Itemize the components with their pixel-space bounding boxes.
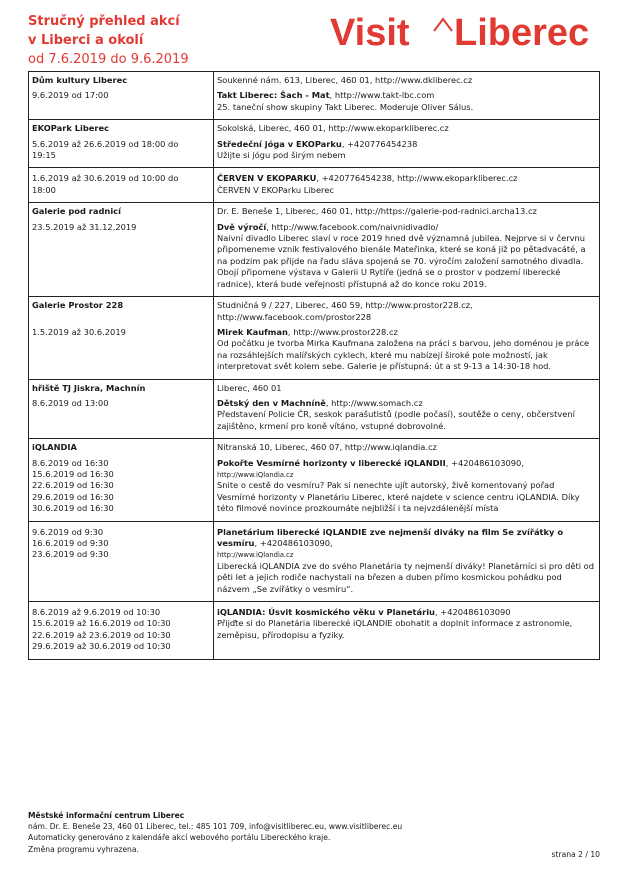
document-title bbox=[28, 12, 189, 69]
event-date: 15.6.2019 od 16:30 bbox=[32, 468, 114, 479]
place-name: iQLANDIA bbox=[29, 439, 214, 458]
event-info bbox=[214, 398, 600, 439]
event-date: 8.6.2019 od 16:30 bbox=[32, 457, 109, 468]
event-contact: , +420776454238 bbox=[341, 138, 418, 149]
event-dates bbox=[29, 222, 214, 297]
place-row bbox=[29, 379, 600, 398]
footer-change-note: Změna programu vyhrazena. bbox=[28, 844, 139, 854]
event-title: ČERVEN V EKOPARKU bbox=[217, 173, 317, 184]
event-contact: , +420776454238, http://www.ekoparkliberec.cz bbox=[316, 173, 518, 184]
event-url: http://www.iQlandia.cz bbox=[217, 470, 294, 479]
event-row bbox=[29, 90, 600, 119]
page-number: strana 2 / 10 bbox=[551, 850, 600, 859]
place-name: Dům kultury Liberec bbox=[29, 72, 214, 91]
title-line-2: v Liberci a okolí bbox=[28, 33, 144, 48]
event-description: Představení Policie ČR, seskok parašutistů (podle počasí), soutěže o ceny, občerstvení zajištěno, krmení pro koně vítáno, vstupné dobrovolné. bbox=[217, 409, 575, 431]
event-contact: , +420486103090, bbox=[445, 457, 524, 468]
event-date: 9.6.2019 od 9:30 bbox=[32, 526, 104, 537]
events-table bbox=[28, 71, 600, 660]
footer bbox=[28, 810, 600, 855]
event-info bbox=[214, 521, 600, 601]
event-row bbox=[29, 458, 600, 522]
logo-text-right: Liberec bbox=[454, 12, 590, 53]
event-contact: , +420486103090 bbox=[434, 607, 511, 618]
event-title: Planetárium liberecké iQLANDIE zve nejmenší diváky na film Se zvířátky o vesmíru bbox=[217, 526, 564, 548]
event-date: 23.6.2019 od 9:30 bbox=[32, 549, 109, 560]
event-description: 25. taneční show skupiny Takt Liberec. Moderuje Oliver Sálus. bbox=[217, 101, 474, 112]
event-row bbox=[29, 222, 600, 297]
event-description: Liberecká iQLANDIA zve do svého Planetária ty nejmenší diváky! Planetárníci si pro děti od pěti let a jejich rodiče nachystali na březen a duben přímo kosmickou pohádku pod názvem „Se zvířátky o vesmíru“. bbox=[217, 560, 595, 594]
event-description: Snite o cestě do vesmíru? Pak si nenechte ujít autorský, živě komentovaný pořad Vesmírné horizonty v Planetáriu Liberec, které najdete v science centru iQLANDIA. Díky této filmové novince prozkoumáte nejbližší i ta nejvzdálenější místa bbox=[217, 480, 580, 514]
footer-contact: nám. Dr. E. Beneše 23, 460 01 Liberec, tel.: 485 101 709, info@visitliberec.eu, www.visitliberec.eu bbox=[28, 822, 403, 832]
event-info bbox=[214, 458, 600, 522]
event-info bbox=[214, 168, 600, 203]
event-date: 1.6.2019 až 30.6.2019 od 10:00 do bbox=[32, 173, 179, 184]
event-dates bbox=[29, 521, 214, 601]
event-date: 15.6.2019 až 16.6.2019 od 10:30 bbox=[32, 618, 171, 629]
event-contact: , +420486103090, bbox=[254, 538, 333, 548]
event-contact: , http://www.facebook.com/naivnidivadlo/ bbox=[266, 221, 439, 232]
place-address: Sokolská, Liberec, 460 01, http://www.ekoparkliberec.cz bbox=[214, 120, 600, 139]
event-row bbox=[29, 521, 600, 601]
event-row bbox=[29, 139, 600, 168]
logo-text-left: Visit bbox=[330, 12, 410, 53]
event-date: 29.6.2019 až 30.6.2019 od 10:30 bbox=[32, 641, 171, 652]
event-date: 8.6.2019 až 9.6.2019 od 10:30 bbox=[32, 607, 161, 618]
event-row bbox=[29, 168, 600, 203]
event-title: Dětský den v Machníně bbox=[217, 397, 326, 408]
event-info bbox=[214, 139, 600, 168]
event-date: 16.6.2019 od 9:30 bbox=[32, 538, 109, 548]
date-range: od 7.6.2019 do 9.6.2019 bbox=[28, 52, 189, 67]
title-line-1: Stručný přehled akcí bbox=[28, 14, 180, 29]
event-date: 19:15 bbox=[32, 150, 56, 161]
place-row bbox=[29, 297, 600, 327]
place-name: EKOPark Liberec bbox=[29, 120, 214, 139]
place-row bbox=[29, 203, 600, 222]
event-date: 22.6.2019 od 16:30 bbox=[32, 480, 114, 491]
event-description: Od počátku je tvorba Mirka Kaufmana založena na práci s barvou, jeho doménou je práce na rozsáhlejších malířských cyklech, které mu nabízejí široké pole možností, jak interpretovat svět kolem sebe. Galerie je přístupná: út a st 9-13 a 14:30-18 hod. bbox=[217, 338, 590, 372]
event-date: 18:00 bbox=[32, 184, 56, 195]
event-date: 5.6.2019 až 26.6.2019 od 18:00 do bbox=[32, 138, 179, 149]
event-url: http://www.iQlandia.cz bbox=[217, 551, 294, 560]
event-info bbox=[214, 327, 600, 379]
place-row bbox=[29, 72, 600, 91]
place-name: hřiště TJ Jiskra, Machnín bbox=[29, 379, 214, 398]
place-row bbox=[29, 120, 600, 139]
event-row bbox=[29, 327, 600, 379]
place-name: Galerie pod radnicí bbox=[29, 203, 214, 222]
event-dates bbox=[29, 602, 214, 660]
logo-caret-icon bbox=[434, 19, 452, 31]
event-date: 23.5.2019 až 31.12.2019 bbox=[32, 221, 137, 232]
event-title: Pokořte Vesmírné horizonty v liberecké iQLANDII bbox=[217, 457, 446, 468]
place-address: Nitranská 10, Liberec, 460 07, http://www.iqlandia.cz bbox=[214, 439, 600, 458]
event-description: Užijte si jógu pod širým nebem bbox=[217, 150, 346, 161]
event-info bbox=[214, 90, 600, 119]
event-title: Mirek Kaufman bbox=[217, 326, 288, 337]
event-contact: , http://www.prostor228.cz bbox=[287, 326, 398, 337]
event-description: Naivní divadlo Liberec slaví v roce 2019 hned dvě významná jubilea. Nejprve si v červnu připomeneme vznik festivalového bienále Mateřinka, které se koná již po pětadvacáté, a na podzim pak přijde na řadu sláva spojená se 70. výročím založení samotného divadla. Obojí připomene výstava v Galerii U Rytíře (jedná se o prostor v podzemí liberecké radnice), která bude veřejnosti přístupná až do konce roku 2019. bbox=[217, 233, 586, 289]
event-contact: , http://www.takt-lbc.com bbox=[329, 90, 435, 101]
event-title: Středeční jóga v EKOParku bbox=[217, 138, 342, 149]
footer-organization: Městské informační centrum Liberec bbox=[28, 811, 185, 820]
event-dates bbox=[29, 139, 214, 168]
event-title: Takt Liberec: Šach - Mat bbox=[217, 90, 330, 101]
visit-liberec-logo bbox=[330, 9, 605, 53]
place-address: Soukenné nám. 613, Liberec, 460 01, http://www.dkliberec.cz bbox=[214, 72, 600, 91]
place-name: Galerie Prostor 228 bbox=[29, 297, 214, 327]
event-contact: , http://www.somach.cz bbox=[325, 397, 423, 408]
event-date: 8.6.2019 od 13:00 bbox=[32, 397, 109, 408]
event-dates bbox=[29, 327, 214, 379]
place-address: Studničná 9 / 227, Liberec, 460 59, http://www.prostor228.cz, http://www.facebook.com/prostor228 bbox=[214, 297, 600, 327]
place-row bbox=[29, 439, 600, 458]
event-dates bbox=[29, 458, 214, 522]
event-title: Dvě výročí bbox=[217, 221, 267, 232]
event-date: 22.6.2019 až 23.6.2019 od 10:30 bbox=[32, 629, 171, 640]
event-date: 1.5.2019 až 30.6.2019 bbox=[32, 326, 126, 337]
event-info bbox=[214, 602, 600, 660]
event-description: ČERVEN V EKOParku Liberec bbox=[217, 184, 334, 195]
event-date: 30.6.2019 od 16:30 bbox=[32, 503, 114, 514]
footer-generated-note: Automaticky generováno z kalendáře akcí webového portálu Libereckého kraje. bbox=[28, 833, 331, 843]
event-description: Přijďte si do Planetária liberecké iQLANDIE obohatit a doplnit informace z astronomie, zeměpisu, přírodopisu a fyziky. bbox=[217, 618, 573, 640]
event-info bbox=[214, 222, 600, 297]
event-title: iQLANDIA: Úsvit kosmického věku v Planetáriu bbox=[217, 607, 435, 618]
event-dates bbox=[29, 168, 214, 203]
event-row bbox=[29, 602, 600, 660]
event-dates bbox=[29, 90, 214, 119]
place-address: Dr. E. Beneše 1, Liberec, 460 01, http://https://galerie-pod-radnici.archa13.cz bbox=[214, 203, 600, 222]
place-address: Liberec, 460 01 bbox=[214, 379, 600, 398]
event-dates bbox=[29, 398, 214, 439]
event-date: 29.6.2019 od 16:30 bbox=[32, 491, 114, 502]
event-row bbox=[29, 398, 600, 439]
event-date: 9.6.2019 od 17:00 bbox=[32, 90, 109, 101]
